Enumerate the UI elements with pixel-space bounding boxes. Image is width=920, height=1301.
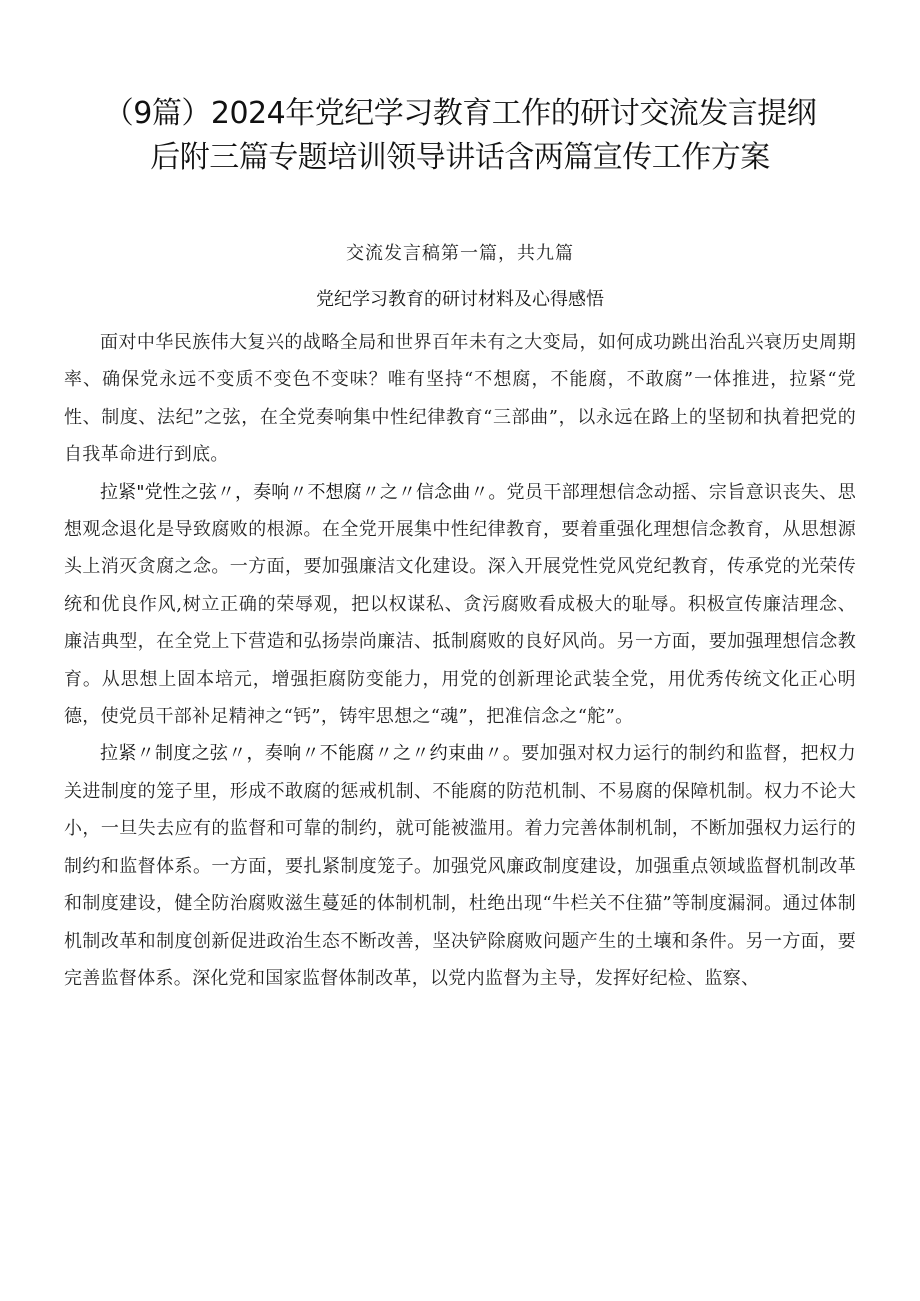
paragraph-institution: [64, 735, 856, 997]
document-title: [60, 92, 860, 180]
paragraph-text: 要加强对权力运行的制约和监督，把权力关进制度的笼子里，形成不敢腐的惩戒机制、不能腐的防范机制、不易腐的保障机制。权力不论大小，一旦失去应有的监督和可靠的制约，就可能被滥用。着力完善体制机制，不断加强权力运行的制约和监督体系。一方面，要扎紧制度笼子。加强党风廉政制度建设，加强重点领域监督机制改革和制度建设，健全防治腐败滋生蔓延的体制机制，杜绝出现“牛栏关不住猫”等制度漏洞。通过体制机制改革和制度创新促进政治生态不断改善，坚决铲除腐败问题产生的土壤和条件。另一方面，要完善监督体系。深化党和国家监督体制改革，以党内监督为主导，发挥好纪检、监察、: [64, 743, 857, 989]
paragraph-lead-heading: 拉紧"党性之弦〃，奏响〃不想腐〃之〃信念曲〃。: [100, 481, 507, 503]
paragraph-party-spirit: [64, 474, 856, 736]
title-line-1: （9篇）2024年党纪学习教育工作的研讨交流发言提纲: [103, 96, 817, 131]
paragraph-intro: [64, 324, 856, 474]
document-subtitle: 交流发言稿第一篇，共九篇: [346, 243, 574, 264]
section-heading: 党纪学习教育的研讨材料及心得感悟: [316, 289, 604, 310]
paragraph-text: 党员干部理想信念动摇、宗旨意识丧失、思想观念退化是导致腐败的根源。在全党开展集中性纪律教育，要着重强化理想信念教育，从思想源头上消灭贪腐之念。一方面，要加强廉洁文化建设。深入开展党性党风党纪教育，传承党的光荣传统和优良作风,树立正确的荣辱观，把以权谋私、贪污腐败看成极大的耻辱。积极宣传廉洁理念、廉洁典型，在全党上下营造和弘扬崇尚廉洁、抵制腐败的良好风尚。另一方面，要加强理想信念教育。从思想上固本培元，增强拒腐防变能力，用党的创新理论武装全党，用优秀传统文化正心明德，使党员干部补足精神之“钙”，铸牢思想之“魂”，把准信念之“舵”。: [64, 481, 856, 728]
title-line-2: 后附三篇专题培训领导讲话含两篇宣传工作方案: [150, 140, 770, 175]
document-body: [64, 324, 856, 997]
paragraph-text: 面对中华民族伟大复兴的战略全局和世界百年未有之大变局，如何成功跳出治乱兴衰历史周期率、确保党永远不变质不变色不变味？唯有坚持“不想腐，不能腐，不敢腐”一体推进，拉紧“党性、制度、法纪”之弦，在全党奏响集中性纪律教育“三部曲”，以永远在路上的坚韧和执着把党的自我革命进行到底。: [64, 332, 856, 466]
paragraph-lead-heading: 拉紧〃制度之弦〃，奏响〃不能腐〃之〃约束曲〃。: [100, 743, 522, 765]
